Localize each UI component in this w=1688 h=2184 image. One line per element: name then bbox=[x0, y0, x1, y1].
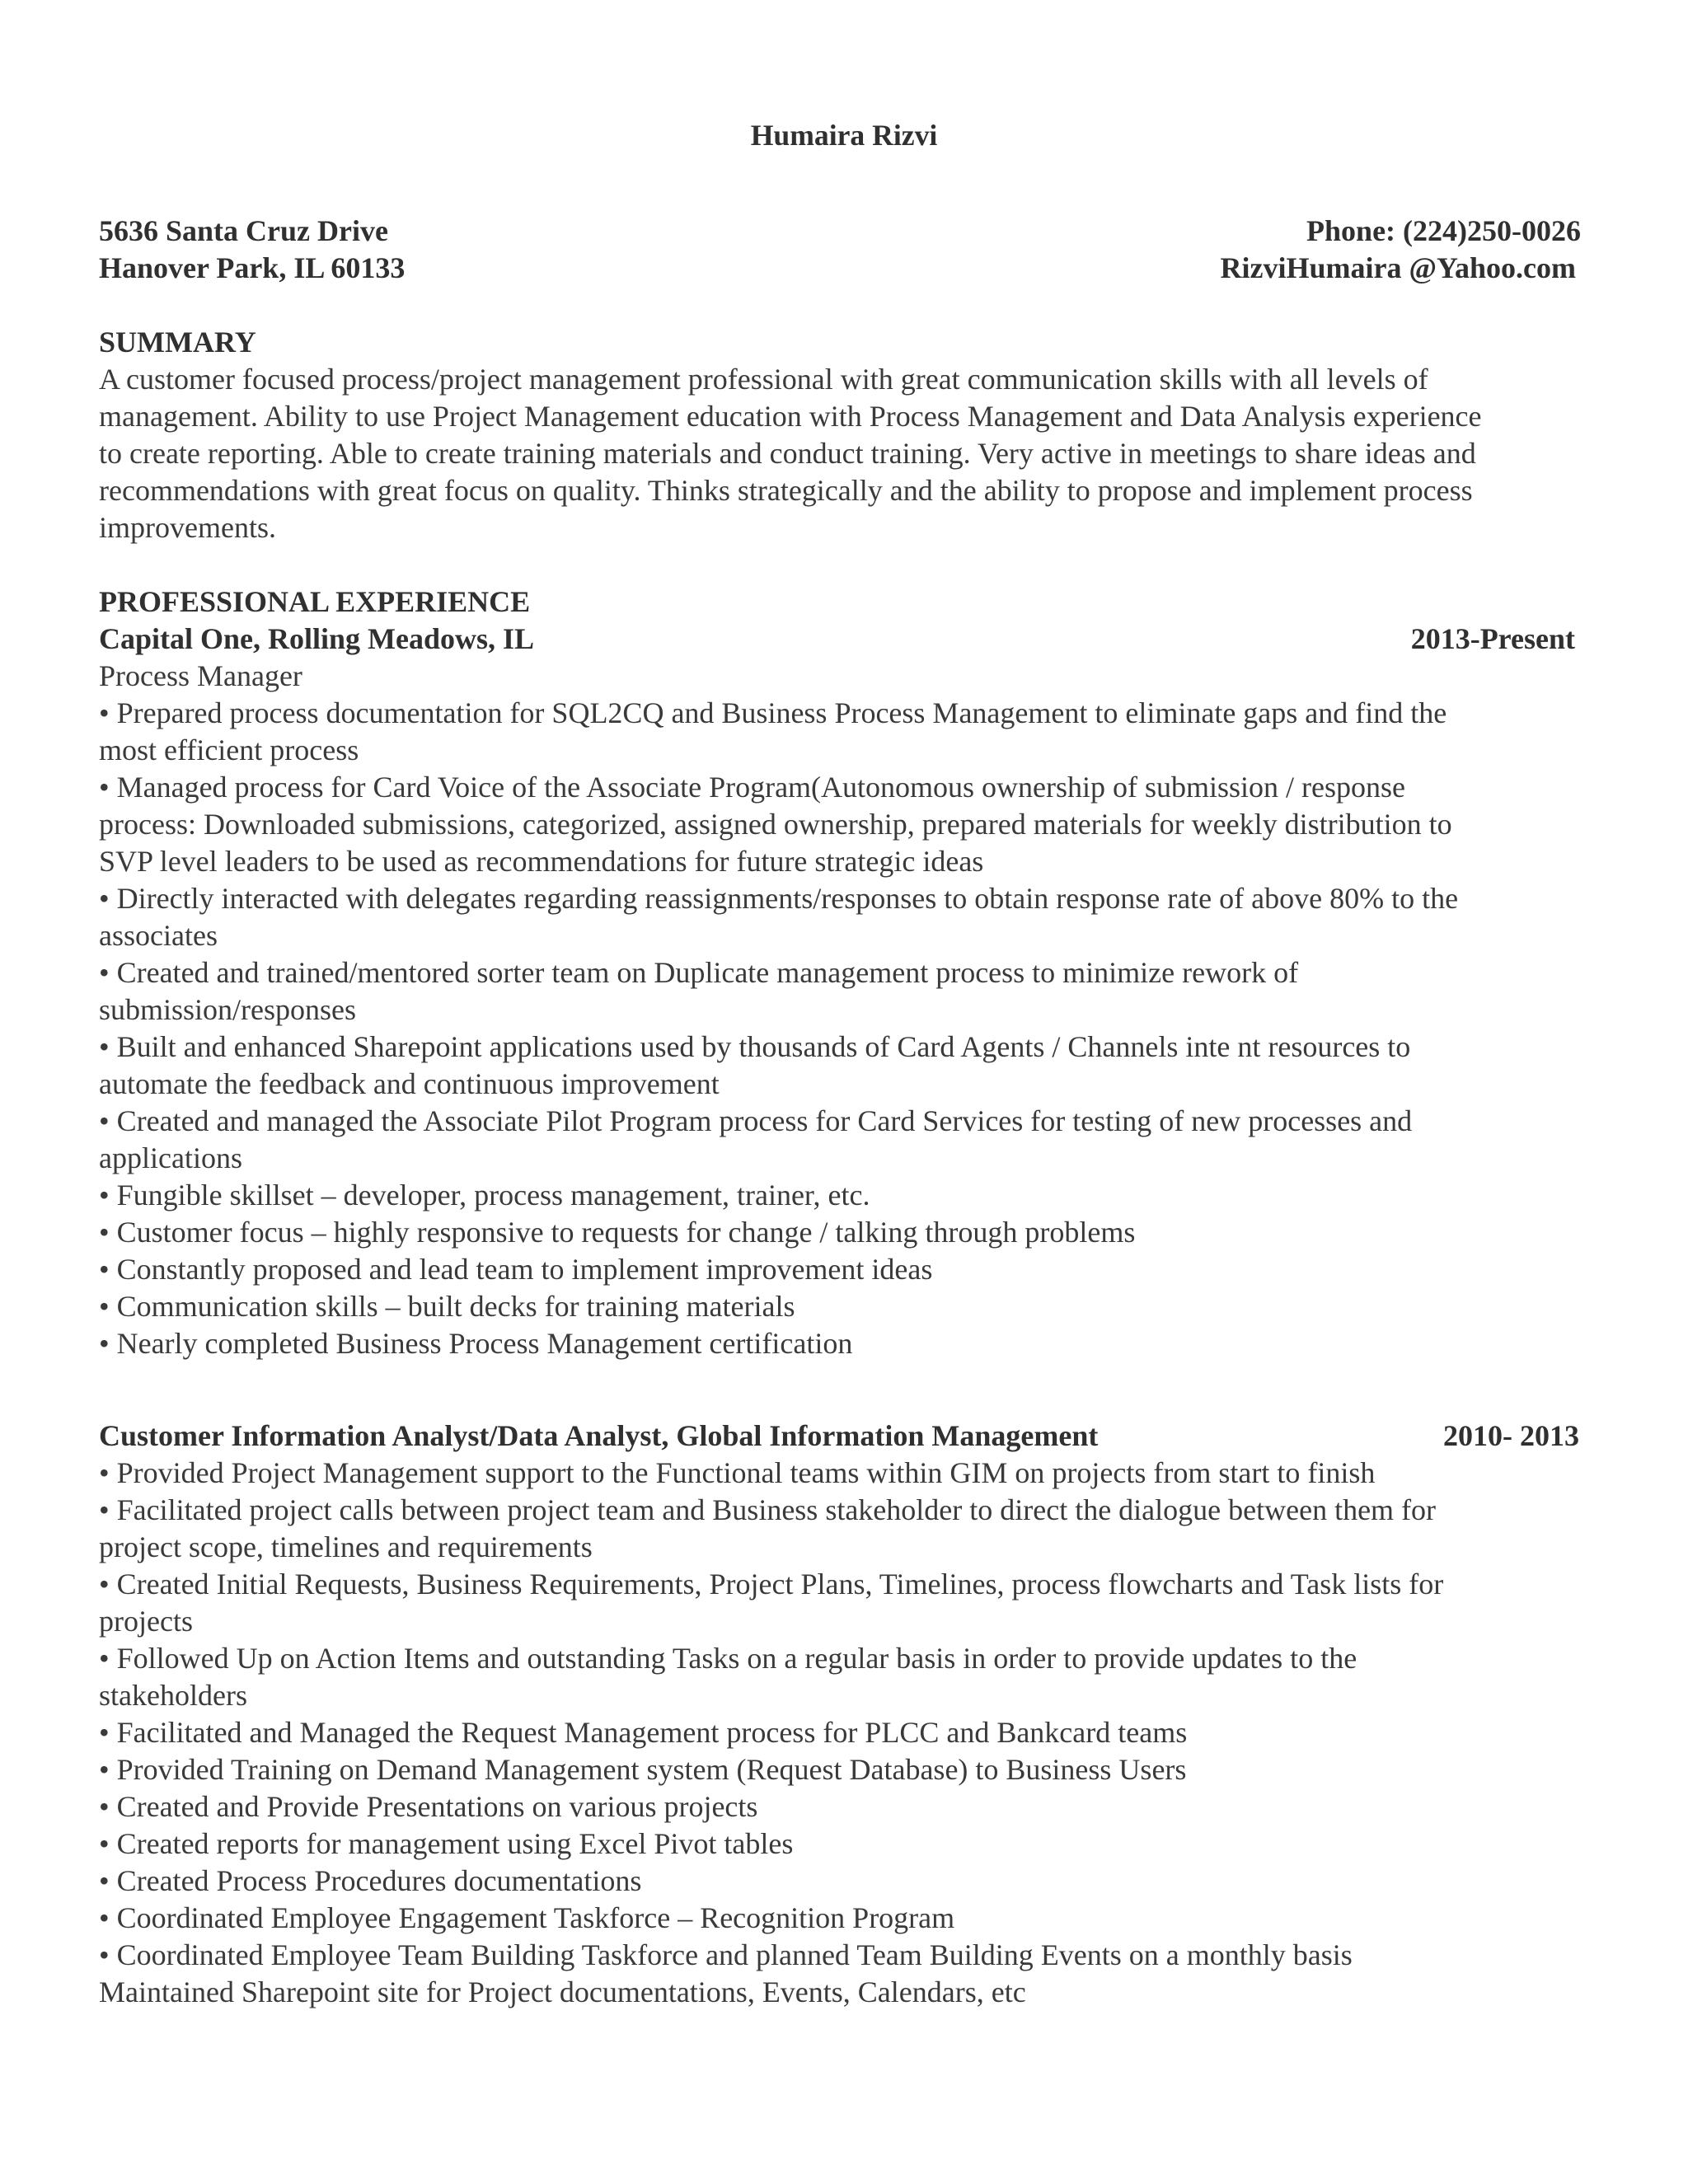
summary-line: to create reporting. Able to create training materials and conduct training. Very active in meetings to share ideas and bbox=[99, 437, 1476, 470]
list-item: • Created Initial Requests, Business Requirements, Project Plans, Timelines, process flowcharts and Task lists for bbox=[99, 1568, 1444, 1601]
list-item: automate the feedback and continuous improvement bbox=[99, 1067, 720, 1100]
address-line-1: 5636 Santa Cruz Drive bbox=[99, 214, 388, 247]
list-item: • Fungible skillset – developer, process management, trainer, etc. bbox=[99, 1179, 870, 1212]
summary-line: A customer focused process/project management professional with great communication skills with all levels of bbox=[99, 363, 1428, 396]
experience-heading: PROFESSIONAL EXPERIENCE bbox=[99, 585, 531, 618]
list-item: submission/responses bbox=[99, 993, 357, 1026]
list-item: • Provided Project Management support to the Functional teams within GIM on projects from start to finish bbox=[99, 1456, 1376, 1489]
list-item: • Nearly completed Business Process Management certification bbox=[99, 1327, 853, 1360]
list-item: • Created and trained/mentored sorter team on Duplicate management process to minimize rework of bbox=[99, 956, 1299, 989]
list-item: • Customer focus – highly responsive to requests for change / talking through problems bbox=[99, 1216, 1136, 1249]
list-item: • Directly interacted with delegates regarding reassignments/responses to obtain response rate of above 80% to the bbox=[99, 882, 1459, 915]
list-item: • Created and managed the Associate Pilot Program process for Card Services for testing of new processes and bbox=[99, 1104, 1413, 1137]
list-item: projects bbox=[99, 1605, 193, 1638]
summary-line: recommendations with great focus on quality. Thinks strategically and the ability to propose and implement process bbox=[99, 474, 1473, 507]
list-item: most efficient process bbox=[99, 733, 359, 766]
list-item: • Coordinated Employee Engagement Taskforce – Recognition Program bbox=[99, 1901, 955, 1934]
email-address: RizviHumaira @Yahoo.com bbox=[1220, 251, 1576, 284]
resume-name: Humaira Rizvi bbox=[750, 119, 938, 152]
list-item: stakeholders bbox=[99, 1679, 247, 1712]
job1-company: Capital One, Rolling Meadows, IL bbox=[99, 622, 535, 655]
list-item: applications bbox=[99, 1141, 242, 1174]
summary-line: management. Ability to use Project Management education with Process Management and Data Analysis experience bbox=[99, 400, 1482, 433]
summary-heading: SUMMARY bbox=[99, 326, 256, 359]
list-item: • Followed Up on Action Items and outstanding Tasks on a regular basis in order to provide updates to the bbox=[99, 1642, 1357, 1675]
job2-dates: 2010- 2013 bbox=[1443, 1419, 1579, 1452]
list-item: process: Downloaded submissions, categorized, assigned ownership, prepared materials for weekly distribution to bbox=[99, 808, 1452, 841]
list-item: • Coordinated Employee Team Building Taskforce and planned Team Building Events on a monthly basis bbox=[99, 1938, 1353, 1971]
list-item: Maintained Sharepoint site for Project documentations, Events, Calendars, etc bbox=[99, 1975, 1026, 2008]
summary-line: improvements. bbox=[99, 511, 276, 544]
list-item: project scope, timelines and requirements bbox=[99, 1530, 593, 1563]
list-item: • Constantly proposed and lead team to implement improvement ideas bbox=[99, 1253, 933, 1286]
phone-number: Phone: (224)250-0026 bbox=[1306, 214, 1581, 247]
list-item: • Facilitated and Managed the Request Management process for PLCC and Bankcard teams bbox=[99, 1716, 1188, 1749]
job1-title: Process Manager bbox=[99, 659, 302, 692]
list-item: • Created Process Procedures documentations bbox=[99, 1864, 642, 1897]
list-item: • Prepared process documentation for SQL2CQ and Business Process Management to eliminate gaps and find the bbox=[99, 696, 1447, 729]
list-item: SVP level leaders to be used as recommendations for future strategic ideas bbox=[99, 845, 984, 878]
list-item: • Created and Provide Presentations on various projects bbox=[99, 1790, 758, 1823]
list-item: • Created reports for management using Excel Pivot tables bbox=[99, 1827, 794, 1860]
list-item: • Managed process for Card Voice of the Associate Program(Autonomous ownership of submission / response bbox=[99, 771, 1406, 804]
job2-title: Customer Information Analyst/Data Analyst, Global Information Management bbox=[99, 1419, 1099, 1452]
list-item: • Built and enhanced Sharepoint applications used by thousands of Card Agents / Channels inte nt resources to bbox=[99, 1030, 1411, 1063]
address-line-2: Hanover Park, IL 60133 bbox=[99, 251, 406, 284]
list-item: • Provided Training on Demand Management system (Request Database) to Business Users bbox=[99, 1753, 1187, 1786]
list-item: • Facilitated project calls between project team and Business stakeholder to direct the dialogue between them for bbox=[99, 1493, 1437, 1526]
job1-dates: 2013-Present bbox=[1410, 622, 1575, 655]
list-item: associates bbox=[99, 919, 218, 952]
list-item: • Communication skills – built decks for training materials bbox=[99, 1290, 795, 1323]
